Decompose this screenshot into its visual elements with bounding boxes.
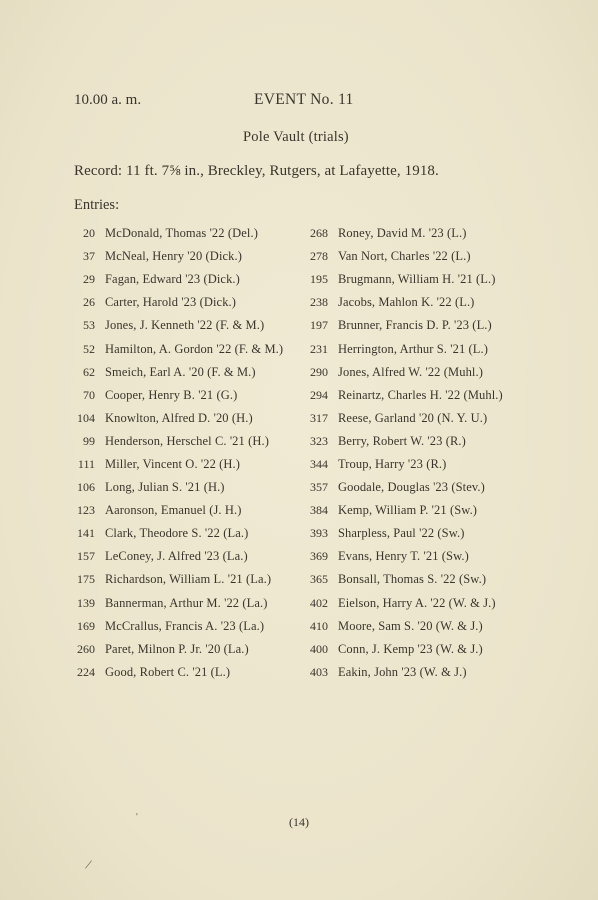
entry-row: [305, 268, 503, 291]
entry-name: Kemp, William P. '21 (Sw.): [338, 503, 478, 518]
entry-number: 384: [310, 503, 328, 518]
entry-row: [305, 384, 503, 407]
entry-number: 369: [310, 549, 328, 564]
entry-row: [72, 222, 283, 245]
entry-number: 357: [310, 480, 328, 495]
entry-number: 169: [77, 618, 95, 633]
entry-row: [305, 545, 503, 568]
event-title: EVENT No. 11: [254, 91, 354, 108]
entry-number: 224: [77, 664, 95, 679]
entry-row: [305, 476, 503, 499]
entry-name: McCrallus, Francis A. '23 (La.): [105, 618, 265, 633]
entry-number: 139: [77, 595, 95, 610]
entry-name: Carter, Harold '23 (Dick.): [105, 295, 237, 310]
entry-name: Evans, Henry T. '21 (Sw.): [338, 549, 469, 564]
entry-row: [305, 291, 503, 314]
entry-number: 197: [310, 318, 328, 333]
entry-name: Conn, J. Kemp '23 (W. & J.): [338, 641, 483, 656]
entry-name: Jones, J. Kenneth '22 (F. & M.): [105, 318, 265, 333]
entry-name: Cooper, Henry B. '21 (G.): [105, 387, 238, 402]
entry-name: Sharpless, Paul '22 (Sw.): [338, 526, 465, 541]
entry-number: 195: [310, 272, 328, 287]
entry-row: [305, 499, 503, 522]
entry-name: Berry, Robert W. '23 (R.): [338, 433, 466, 448]
entry-name: Hamilton, A. Gordon '22 (F. & M.): [105, 341, 284, 356]
entry-name: McNeal, Henry '20 (Dick.): [105, 249, 242, 264]
entry-row: [72, 522, 283, 545]
entry-number: 111: [77, 456, 95, 471]
entry-row: [305, 453, 503, 476]
entry-name: Bonsall, Thomas S. '22 (Sw.): [338, 572, 487, 587]
entry-name: Eielson, Harry A. '22 (W. & J.): [338, 595, 496, 610]
entry-row: [305, 245, 503, 268]
entry-name: Troup, Harry '23 (R.): [338, 456, 447, 471]
entry-number: 106: [77, 480, 95, 495]
entry-name: Goodale, Douglas '23 (Stev.): [338, 480, 485, 495]
entry-name: Jones, Alfred W. '22 (Muhl.): [338, 364, 483, 379]
entries-label: Entries:: [74, 197, 120, 213]
entry-row: [305, 615, 503, 638]
entry-row: [72, 407, 283, 430]
entry-row: [72, 291, 283, 314]
entry-name: Roney, David M. '23 (L.): [338, 226, 467, 241]
entry-number: 37: [83, 249, 95, 264]
entry-row: [305, 407, 503, 430]
entry-row: [305, 638, 503, 661]
entry-number: 52: [83, 341, 95, 356]
entry-number: 141: [77, 526, 95, 541]
entry-number: 231: [310, 341, 328, 356]
entry-row: [72, 314, 283, 337]
entry-number: 70: [83, 387, 95, 402]
event-subtitle: Pole Vault (trials): [243, 129, 349, 145]
entry-number: 402: [310, 595, 328, 610]
entry-number: 99: [83, 433, 95, 448]
entry-name: Van Nort, Charles '22 (L.): [338, 249, 471, 264]
entry-number: 123: [77, 503, 95, 518]
entry-number: 260: [77, 641, 95, 656]
entry-row: [72, 268, 283, 291]
entry-row: [72, 476, 283, 499]
entry-name: Eakin, John '23 (W. & J.): [338, 664, 467, 679]
entry-number: 278: [310, 249, 328, 264]
entry-number: 400: [310, 641, 328, 656]
entry-number: 365: [310, 572, 328, 587]
entry-number: 175: [77, 572, 95, 587]
entry-row: [305, 361, 503, 384]
entry-number: 104: [77, 410, 95, 425]
entry-number: 20: [83, 226, 95, 241]
entry-row: [305, 314, 503, 337]
entry-row: [72, 638, 283, 661]
entry-number: 26: [83, 295, 95, 310]
entry-row: [72, 592, 283, 615]
entry-row: [72, 453, 283, 476]
entry-number: 294: [310, 387, 328, 402]
entry-row: [305, 337, 503, 360]
entry-row: [72, 430, 283, 453]
entry-number: 29: [83, 272, 95, 287]
entry-number: 403: [310, 664, 328, 679]
entry-number: 157: [77, 549, 95, 564]
page-number: (14): [289, 815, 309, 829]
entry-number: 410: [310, 618, 328, 633]
entry-name: Brunner, Francis D. P. '23 (L.): [338, 318, 492, 333]
entry-name: Reinartz, Charles H. '22 (Muhl.): [338, 387, 503, 402]
entries-right-column: [305, 222, 503, 684]
entry-row: [72, 245, 283, 268]
entry-name: Miller, Vincent O. '22 (H.): [105, 456, 241, 471]
entry-name: Herrington, Arthur S. '21 (L.): [338, 341, 489, 356]
entry-row: [72, 568, 283, 591]
entry-name: Aaronson, Emanuel (J. H.): [105, 503, 242, 518]
entry-row: [72, 661, 283, 684]
entry-row: [305, 568, 503, 591]
entry-row: [72, 361, 283, 384]
entry-row: [72, 384, 283, 407]
entry-name: Knowlton, Alfred D. '20 (H.): [105, 410, 253, 425]
entry-name: McDonald, Thomas '22 (Del.): [105, 226, 258, 241]
entry-name: Good, Robert C. '21 (L.): [105, 664, 231, 679]
entry-number: 344: [310, 456, 328, 471]
entry-row: [72, 337, 283, 360]
entry-name: Brugmann, William H. '21 (L.): [338, 272, 496, 287]
entry-name: Moore, Sam S. '20 (W. & J.): [338, 618, 483, 633]
entry-number: 317: [310, 410, 328, 425]
record-line: Record: 11 ft. 7⅝ in., Breckley, Rutgers, at Lafayette, 1918.: [74, 163, 439, 179]
entry-name: Smeich, Earl A. '20 (F. & M.): [105, 364, 256, 379]
entry-name: Long, Julian S. '21 (H.): [105, 480, 225, 495]
pencil-mark: /: [83, 857, 93, 874]
entry-number: 268: [310, 226, 328, 241]
entry-name: LeConey, J. Alfred '23 (La.): [105, 549, 248, 564]
entry-name: Reese, Garland '20 (N. Y. U.): [338, 410, 488, 425]
entry-row: [305, 522, 503, 545]
entry-number: 53: [83, 318, 95, 333]
entry-name: Clark, Theodore S. '22 (La.): [105, 526, 249, 541]
event-time: 10.00 a. m.: [74, 92, 142, 108]
entry-name: Paret, Milnon P. Jr. '20 (La.): [105, 641, 249, 656]
entry-name: Jacobs, Mahlon K. '22 (L.): [338, 295, 475, 310]
entry-row: [72, 545, 283, 568]
entry-row: [305, 430, 503, 453]
entry-number: 393: [310, 526, 328, 541]
entries-left-column: [72, 222, 283, 684]
entry-row: [305, 661, 503, 684]
entry-number: 290: [310, 364, 328, 379]
entry-row: [305, 592, 503, 615]
entry-number: 62: [83, 364, 95, 379]
entry-row: [305, 222, 503, 245]
entry-row: [72, 615, 283, 638]
entry-name: Richardson, William L. '21 (La.): [105, 572, 272, 587]
entry-number: 238: [310, 295, 328, 310]
entry-number: 323: [310, 433, 328, 448]
entry-name: Henderson, Herschel C. '21 (H.): [105, 433, 269, 448]
entry-name: Fagan, Edward '23 (Dick.): [105, 272, 240, 287]
entry-name: Bannerman, Arthur M. '22 (La.): [105, 595, 268, 610]
entry-row: [72, 499, 283, 522]
pencil-mark: ': [136, 812, 138, 823]
